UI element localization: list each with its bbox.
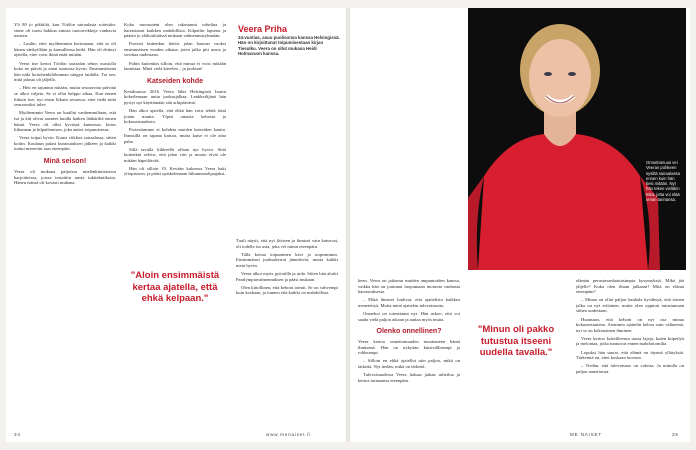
paragraph: Protestiamme ei kohdeta muiden katseiden kautta. Ihmisillä on tapana katsoa, mutta katse ei ole aina paha.	[124, 127, 226, 144]
paragraph: Huomaan, että kehoni on nyt osa minua kokonaisuutena. Aiemmin ajattelin kehoa vain välineenä, nyt se on kokonainen ihminen.	[576, 316, 684, 333]
subheading: Minä seison!	[43, 157, 87, 165]
paragraph: – Heti en tajunnut mitään, mutta seuraavina päivinä se alkoi valjeta. Se ei ollut helppo aikaa. Kun ennen liikuin itse, nyt ensin liikuin seurassa, ettei tiedä mitä seuraavaksi tulee.	[14, 85, 116, 108]
paragraph: keen. Veera on jatkanut muiden ampuntoiden kanssa, vaikka hän on joutunut luopumaan monesta vanhasta harrastuksesta.	[358, 278, 460, 295]
paragraph: Veera toipui hyvin. Kuusi viikkoa sairaalassa, sitten kotiin. Kouluun palasi kuntoutuksen jälkeen ja kaikki tuntui menevän taas eteenpäin.	[14, 135, 116, 152]
paragraph: Tuuli näytti, että nyt iloitsen ja ihmiset vain katsovat, oli todella iso asia, joka vei minut eteenpäin.	[236, 238, 338, 249]
paragraph: – Tiedän, että tulevaisuus on valoisa. Ja minulla on paljon annettavaa.	[576, 363, 684, 374]
subheading: Olenko onnellinen?	[376, 328, 442, 336]
caption-name: Veera Priha	[238, 24, 288, 34]
paragraph: Veera kertoo onnettomuuden muuttaneen häntä ihmisenä. Hän on nykyään kärsivällisempi ja rohkeampi.	[358, 339, 460, 356]
page-number-right: 35	[672, 432, 679, 437]
paragraph: Myöhemmin Veera on kuullut vanhemmiltaan, että isä ja äiti olivat saaneet kuulla kaiken lääkäriltä ennen häntä. Veera oli ollut hyvässä kunnossa, kiitos liikunnan ja kilpailemisen, joka auttoi toipumisessa.	[14, 110, 116, 133]
left-column-1	[14, 22, 116, 188]
left-page	[6, 8, 346, 442]
left-column-3	[236, 238, 338, 298]
paragraph: Koko nuoruuteni olen rakastanut urheilua ja harrastanut kaikkea mahdollista. Kilpailin lapsena ja pääsin jo yläkouluiässä mukaan valmennusryhmään.	[124, 22, 226, 39]
paragraph: Hän alkoi ajatella, että ehkä hän voisi tehdä tästä jotain muuta. Ylpeä omasta kehosta ja kokonaisuudesta.	[124, 108, 226, 125]
paragraph: Veera kertoo kokeilleensa uusia lajeja, kuten kiipeilyä ja melontaa, jotka tuntuivat ennen mahdottomilta.	[576, 335, 684, 347]
magazine-name: ME NAISET	[570, 432, 602, 437]
paragraph: Yli 80 jo pikkiltä, kun Töölön sairaalasta soitettiin: sinne oli tuotu hakkua ainoaa tuotoovikkeja vanhavia naisten.	[14, 22, 116, 39]
paragraph: – Luulin, ettei myöhemmin kertomaan, että se oli hänen sänkyillään ja kansallensa hetki. Hän oli ehtinyt ajatella, ettei voisi ikinä enää mitään.	[14, 41, 116, 58]
pull-quote: "Minun oli pakko tutustua itseeni uudella tavalla."	[477, 324, 555, 358]
photo-caption: Onnettomuus vei Veeran pohkeen sysiltä sairaalassa ennen kuin hän tiesi mitään. Nyt hän tekee vieläkin töitä, jotta voi elää oman tarinansa.	[646, 160, 680, 203]
paragraph: Sillä tavalla liikkeellä ollaan nyt hyvin. Siitä kuitenkin selvisi, että jalan väri ja muoto eivät ole mitään häpeiltävää.	[124, 146, 226, 163]
website-footer: www.menaiset.fi	[266, 432, 312, 437]
paragraph: Puhin kuitenkin silloin, että minua ei voisi mikään lannistaa. Minä vielä kävelen – ja juoksen!	[124, 60, 226, 72]
right-column-1	[358, 278, 460, 386]
caption-text: 34-vuotias, asuu puolisonsa kanssa Helsingissä. Hän on kirjoittanut toipumisestaan kirjan Tiesulku. Veera on ollut mukana Heidi Holmavuon kanssa.	[238, 34, 340, 57]
paragraph: Omaehoi on toteuttanut nyt. Hän uskoo, että voi saada vielä paljon aikaan ja auttaa myös muita.	[358, 310, 460, 322]
paragraph: – Ehkä ihmiset luulivat, että ajattelisin kaikkea menetettyä. Mutta minä ajattelen tulevaisuutta.	[358, 297, 460, 308]
portrait-photo	[468, 8, 686, 270]
paragraph: Lopuksi hän sanoo, että elämä on täynnä yllätyksiä. Tärkeintä on, ettei koskaan luovuta.	[576, 349, 684, 361]
pull-quote: "Aloin ensimmäistä kertaa ajatella, että ehkä kelpaan."	[130, 270, 220, 304]
paragraph: Tällä kertaa toipuminen kävi jo nopeammin. Ensimmäiset juoksukerrat jännittivät, mutta kaikki meni hyvin.	[236, 251, 338, 268]
portrait-illustration	[468, 8, 686, 270]
paragraph: elämän perustavanlaatuisimpia kysymyksiä. Mikä jää jäljelle? Kuka olen ilman jalkaani? Mitä on elämä eteenpäin?	[576, 278, 684, 295]
profile-caption	[238, 24, 340, 57]
paragraph: Veera alkoi myös pyöräillä ja uida. Sitten hän aloitti Paralympiavalmennuksen ja pääsi mukaan.	[236, 270, 338, 282]
paragraph: Kesäkuussa 2016 Veera lähti Helsingistä Inarin kokeilemaan uutta juoksujalkaa. Lenkkeilijänä hän pystyi nyt käyttämään sitä arkipäivänä.	[124, 88, 226, 105]
paragraph: Veera itse kertoi Töölön sairaalan tehon osastolla koko ne päivät ja omat tuntonsa hyvin. Ensimmäisenä hän näki hoitohenkilökunnan sängyn laidalla. Tai sen, mitä jalasta oli jäljellä.	[14, 60, 116, 83]
paragraph: Hän oli silloin 19. Kevään kuluessa Veera haki yliopistoon, ja pääsi opiskelemaan liikunnanohjaajaksi.	[124, 165, 226, 177]
paragraph: – Silloin en ehkä ajatellut niin paljon, mikä on tärkeää. Nyt tiedän, mikä on tärkeää.	[358, 358, 460, 370]
right-column-2	[576, 278, 684, 377]
subheading: Katseiden kohde	[146, 77, 203, 85]
page-number-left: 34	[14, 432, 21, 437]
paragraph: Veera oli mukana paljoissa mielenkiintoisissa harjoitteissa, joissa testattiin uusia tukitekniikoita. Hänen isänsä oli kovasti mukana.	[14, 168, 116, 186]
paragraph: Olen kiitollinen, että kehoni toimii. Se on vahvempi kuin koskaan, ja tunnen että kaikki on mahdollista.	[236, 284, 338, 296]
paragraph: Tulevaisuudessa Veera haluaa jatkaa urheilua ja kertoa tarinaansa eteenpäin.	[358, 372, 460, 383]
paragraph: – Minua on ollut paljon hankala hyväksyä, että toinen jalka on nyt erilainen, mutta olen oppinut tutustumaan siihen uudestaan.	[576, 297, 684, 314]
left-column-2	[124, 22, 226, 180]
paragraph: Protesti kuitenkin hävisi jalan haavan vuoksi ensimmäisen vuoden aikana, joten jalka piti uusia ja sovittaa uudestaan.	[124, 41, 226, 58]
